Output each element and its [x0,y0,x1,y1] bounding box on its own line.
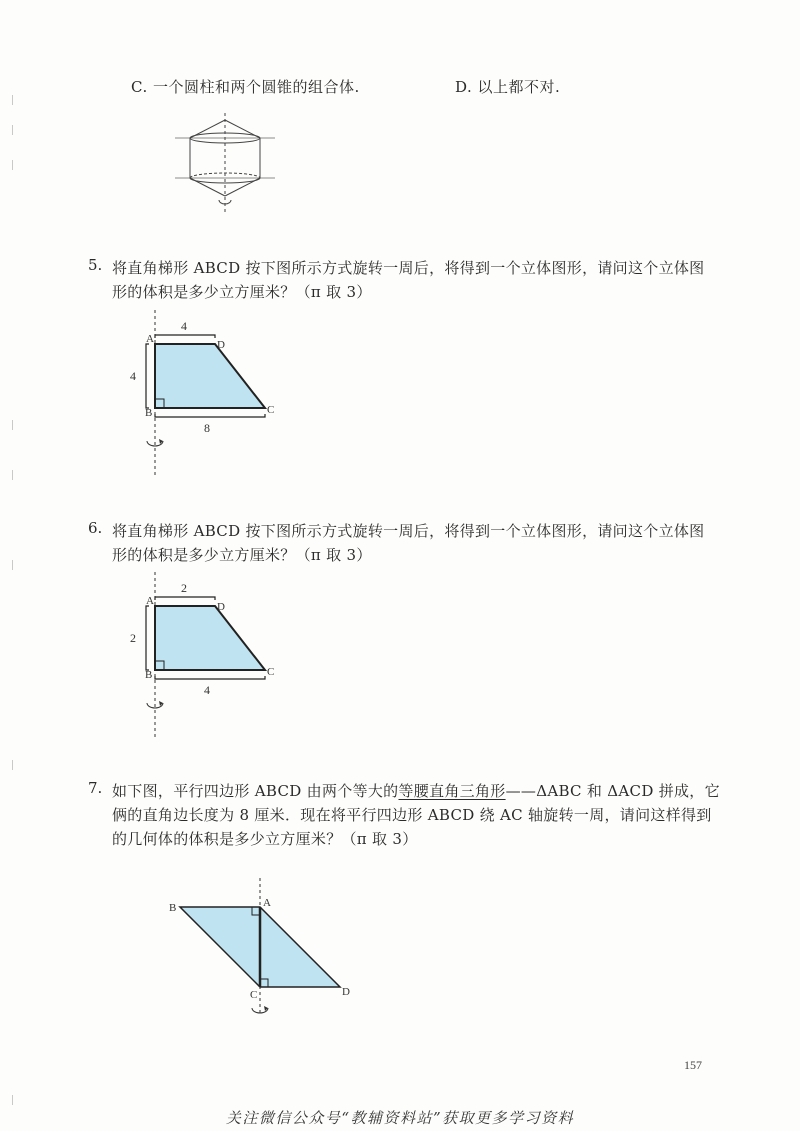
q6-top-length: 2 [181,581,187,595]
q5-label-b: B [145,407,153,419]
upper-cone-left [190,120,225,138]
q5-top-bracket [155,335,215,338]
q5-top-length: 4 [181,319,187,333]
q6-text-line2: 形的体积是多少立方厘米？（π 取 3） [112,546,372,564]
q6-trapezoid-figure [120,570,290,745]
q7-label-a: A [263,897,271,909]
q6-label-d: D [217,601,225,613]
upper-cone-right [225,120,260,138]
q7-line1-post: ——ΔABC 和 ΔACD 拼成，它 [505,782,720,800]
q7-number: 7. [88,779,103,797]
q6-top-bracket [155,597,215,600]
option-c: C. 一个圆柱和两个圆锥的组合体. [131,78,360,96]
q7-parallelogram-figure [160,876,360,1026]
q6-trapezoid [155,606,265,670]
q5-bottom-bracket [155,414,265,417]
q5-height-length: 4 [130,369,136,383]
q6-height-length: 2 [130,631,136,645]
q7-text-line1 [112,779,720,803]
q7-label-c: C [250,989,258,1001]
q6-left-bracket [146,606,149,670]
q5-bottom-length: 8 [204,421,210,435]
q6-bottom-bracket [155,676,265,679]
q5-label-a: A [146,333,154,345]
q7-line1-pre: 如下图，平行四边形 ABCD 由两个等大的 [112,782,399,800]
option-d: D. 以上都不对. [455,78,561,96]
q6-text-line1: 将直角梯形 ABCD 按下图所示方式旋转一周后，将得到一个立体图形，请问这个立体图 [112,522,705,540]
q5-left-bracket [146,344,149,408]
q7-text-line2: 俩的直角边长度为 8 厘米．现在将平行四边形 ABCD 绕 AC 轴旋转一周，请问这样得到 [112,806,712,824]
q5-trapezoid-figure [120,308,290,483]
cylinder-cones-figure [175,108,275,228]
q5-label-c: C [267,404,275,416]
q7-label-d: D [342,986,350,998]
q5-trapezoid [155,344,265,408]
q6-label-b: B [145,669,153,681]
q7-line1-underlined: 等腰直角三角形 [398,782,506,800]
q6-number: 6. [88,519,103,537]
q6-bottom-length: 4 [204,683,210,697]
q6-label-a: A [146,595,154,607]
lower-cone-right [225,178,260,196]
footer-note: 关注微信公众号“教辅资料站”获取更多学习资料 [225,1109,575,1127]
q5-text-line2: 形的体积是多少立方厘米？（π 取 3） [112,283,372,301]
q7-text-line3: 的几何体的体积是多少立方厘米？（π 取 3） [112,830,418,848]
q5-text-line1: 将直角梯形 ABCD 按下图所示方式旋转一周后，将得到一个立体图形，请问这个立体图 [112,259,705,277]
lower-cone-left [190,178,225,196]
q6-label-c: C [267,666,275,678]
page-number: 157 [684,1058,702,1072]
q5-label-d: D [217,339,225,351]
q7-label-b: B [169,902,177,914]
q5-number: 5. [88,256,103,274]
